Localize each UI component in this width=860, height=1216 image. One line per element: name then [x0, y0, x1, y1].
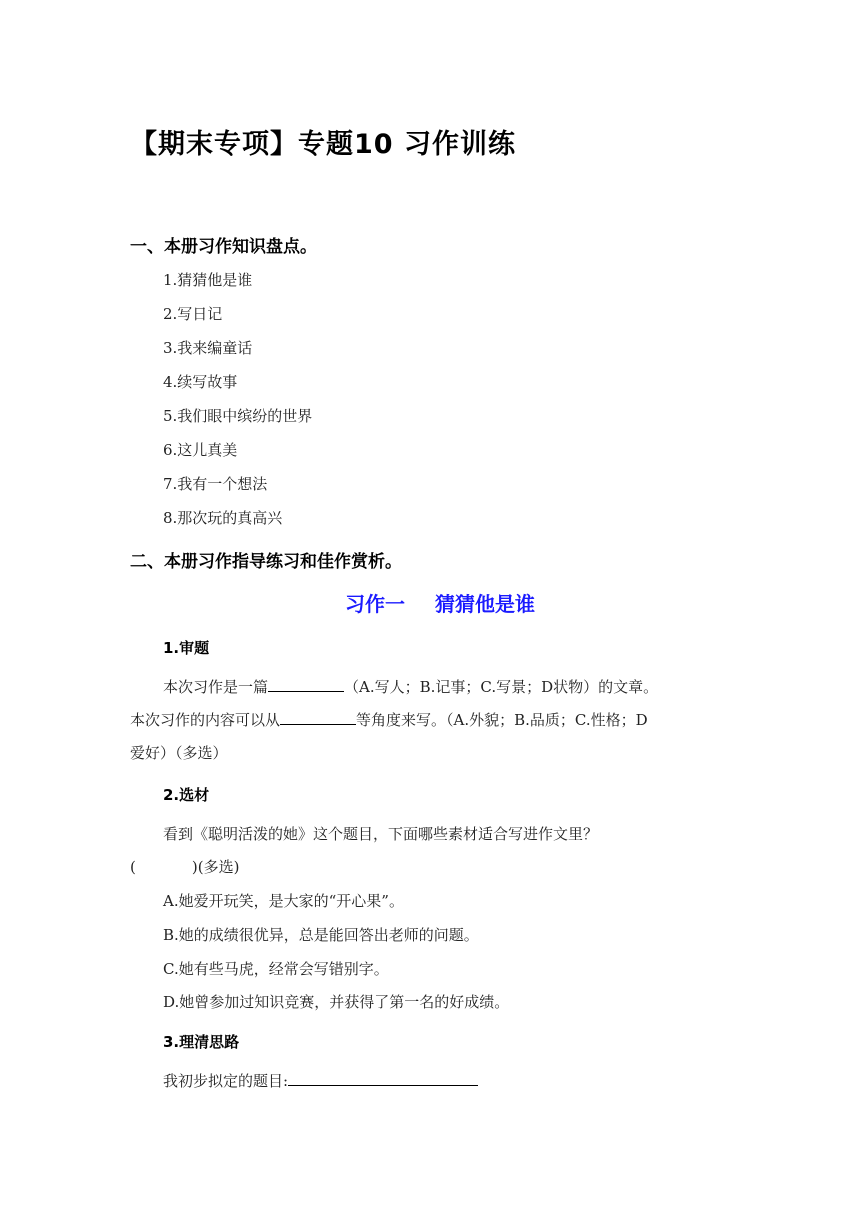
exercise-title — [345, 588, 535, 617]
material-answer-paren — [130, 856, 239, 877]
title-draft-line — [163, 1070, 478, 1091]
material-question: 看到《聪明活泼的她》这个题目，下面哪些素材适合写进作文里？ — [163, 825, 599, 843]
list-item: 7.我有一个想法 — [163, 475, 268, 493]
section2-heading: 二、本册习作指导练习和佳作赏析。 — [130, 552, 402, 572]
review-text: 等角度来写。（A.外貌；B.品质；C.性格；D — [356, 711, 648, 729]
review-text: （A.写人；B.记事；C.写景；D状物）的文章。 — [344, 678, 659, 696]
step-heading-material: 2.选材 — [163, 786, 210, 804]
answer-blank[interactable] — [268, 677, 344, 692]
option-b: B.她的成绩很优异，总是能回答出老师的问题。 — [163, 926, 479, 944]
list-item: 2.写日记 — [163, 305, 223, 323]
list-item: 6.这儿真美 — [163, 441, 238, 459]
answer-blank[interactable] — [280, 710, 356, 725]
paren-open: ( — [130, 858, 136, 876]
option-c: C.她有些马虎，经常会写错别字。 — [163, 960, 389, 978]
list-item: 3.我来编童话 — [163, 339, 253, 357]
option-a: A.她爱开玩笑，是大家的“开心果”。 — [163, 892, 404, 910]
title-blank[interactable] — [288, 1071, 478, 1086]
exercise-topic: 猜猜他是谁 — [435, 592, 535, 616]
title-draft-label: 我初步拟定的题目: — [163, 1072, 289, 1090]
list-item: 4.续写故事 — [163, 373, 238, 391]
section1-heading: 一、本册习作知识盘点。 — [130, 237, 317, 257]
paren-close: )(多选) — [191, 858, 240, 876]
list-item: 5.我们眼中缤纷的世界 — [163, 407, 313, 425]
page-title: 【期末专项】专题10 习作训练 — [130, 129, 516, 160]
exercise-number: 习作一 — [345, 592, 405, 616]
review-line-1 — [163, 676, 658, 697]
review-text: 本次习作是一篇 — [163, 678, 269, 696]
list-item: 8.那次玩的真高兴 — [163, 509, 283, 527]
option-d: D.她曾参加过知识竞赛，并获得了第一名的好成绩。 — [163, 993, 510, 1011]
step-heading-outline: 3.理清思路 — [163, 1033, 240, 1051]
review-line-3: 爱好）（多选） — [130, 744, 228, 762]
list-item: 1.猜猜他是谁 — [163, 271, 253, 289]
review-text: 本次习作的内容可以从 — [130, 711, 281, 729]
review-line-2 — [130, 709, 648, 730]
step-heading-review: 1.审题 — [163, 639, 210, 657]
